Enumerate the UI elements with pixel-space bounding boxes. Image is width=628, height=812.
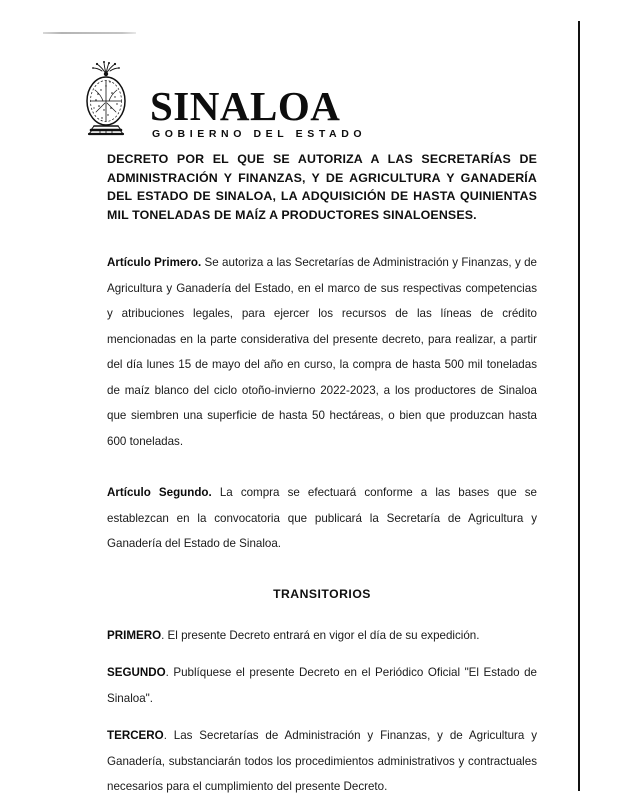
article-primero [107, 250, 537, 454]
transitory-tercero-lead: TERCERO [107, 729, 164, 743]
article-segundo [107, 480, 537, 557]
transitory-primero-lead: PRIMERO [107, 628, 162, 642]
transitory-tercero-body: . Las Secretarías de Administración y Finanzas, y de Agricultura y Ganadería, substanciarán todos los procedimientos administrativos y contractuales necesarios para el cumplimiento del presente Decreto. [107, 729, 537, 794]
transitory-tercero [107, 723, 537, 800]
sinaloa-coat-of-arms-icon [78, 60, 134, 144]
transitory-primero [107, 623, 537, 649]
article-primero-lead: Artículo Primero. [107, 256, 202, 270]
transitory-segundo [107, 660, 537, 711]
article-primero-body: Se autoriza a las Secretarías de Administración y Finanzas, y de Agricultura y Ganadería del Estado, en el marco de sus respectivas competencias y atribuciones legales, para ejercer los recursos de las líneas de crédito mencionadas en la parte considerativa del presente decreto, para realizar, a partir del día lunes 15 de mayo del año en curso, la compra de hasta 500 mil toneladas de maíz blanco del ciclo otoño-invierno 2022-2023, a los productores de Sinaloa que siembren una superficie de hasta 50 hectáreas, o bien que produzcan hasta 600 toneladas. [107, 256, 538, 448]
transitory-segundo-lead: SEGUNDO [107, 666, 166, 680]
transitorios-heading: TRANSITORIOS [273, 586, 371, 601]
article-segundo-lead: Artículo Segundo. [107, 486, 212, 500]
transitory-primero-body: . El presente Decreto entrará en vigor el día de su expedición. [161, 628, 480, 642]
wordmark-tagline: GOBIERNO DEL ESTADO [152, 128, 367, 140]
wordmark [150, 83, 367, 144]
decree-title: DECRETO POR EL QUE SE AUTORIZA A LAS SECRETARÍAS DE ADMINISTRACIÓN Y FINANZAS, Y DE AGRICULTURA Y GANADERÍA DEL ESTADO DE SINALOA, LA ADQUISICIÓN DE HASTA QUINIENTAS MIL TONELADAS DE MAÍZ A PRODUCTORES SINALOENSES. [107, 152, 537, 222]
scan-artifact-top-line [43, 32, 136, 34]
wordmark-sinaloa: SINALOA [150, 83, 341, 130]
document-body [107, 150, 537, 800]
article-segundo-body: La compra se efectuará conforme a las bases que se establezcan en la convocatoria que publicará la Secretaría de Agricultura y Ganadería del Estado de Sinaloa. [107, 486, 537, 551]
letterhead [78, 58, 378, 144]
scan-artifact-right-edge-line [578, 21, 580, 791]
transitory-segundo-body: . Publíquese el presente Decreto en el Periódico Oficial "El Estado de Sinaloa". [107, 666, 537, 705]
